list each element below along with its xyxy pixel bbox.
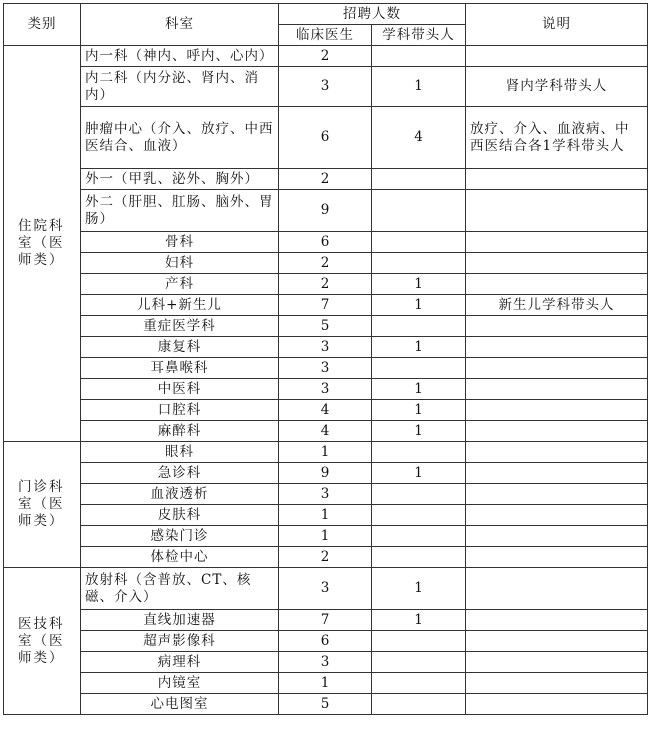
table-row xyxy=(4,190,648,232)
remarks-cell xyxy=(466,631,648,652)
remarks-cell xyxy=(466,46,648,67)
leader-count-cell xyxy=(372,526,466,547)
clinician-count-cell: 7 xyxy=(279,295,372,316)
clinician-count-cell: 3 xyxy=(279,568,372,610)
table-body xyxy=(4,46,648,715)
department-cell: 感染门诊 xyxy=(81,526,279,547)
remarks-cell xyxy=(466,484,648,505)
leader-count-cell xyxy=(372,484,466,505)
remarks-cell xyxy=(466,694,648,715)
leader-count-cell: 1 xyxy=(372,610,466,631)
leader-count-cell xyxy=(372,253,466,274)
clinician-count-cell: 2 xyxy=(279,547,372,568)
clinician-count-cell: 3 xyxy=(279,484,372,505)
clinician-count-cell: 3 xyxy=(279,67,372,107)
table-row xyxy=(4,463,648,484)
department-cell: 血液透析 xyxy=(81,484,279,505)
clinician-count-cell: 5 xyxy=(279,316,372,337)
leader-count-cell xyxy=(372,46,466,67)
leader-count-cell: 1 xyxy=(372,568,466,610)
recruitment-table xyxy=(3,3,648,715)
remarks-cell xyxy=(466,652,648,673)
table-row xyxy=(4,694,648,715)
leader-count-cell: 1 xyxy=(372,400,466,421)
category-cell: 门诊科室（医师类） xyxy=(4,442,81,568)
table-row xyxy=(4,253,648,274)
leader-count-cell xyxy=(372,442,466,463)
clinician-count-cell: 1 xyxy=(279,505,372,526)
remarks-cell xyxy=(466,337,648,358)
department-cell: 中医科 xyxy=(81,379,279,400)
remarks-cell: 肾内学科带头人 xyxy=(466,67,648,107)
leader-count-cell xyxy=(372,694,466,715)
clinician-count-cell: 9 xyxy=(279,190,372,232)
department-cell: 内一科（神内、呼内、心内） xyxy=(81,46,279,67)
table-row xyxy=(4,631,648,652)
table-row xyxy=(4,610,648,631)
leader-count-cell xyxy=(372,190,466,232)
remarks-cell xyxy=(466,526,648,547)
remarks-cell xyxy=(466,274,648,295)
clinician-count-cell: 1 xyxy=(279,526,372,547)
department-cell: 外一（甲乳、泌外、胸外） xyxy=(81,169,279,190)
table-row xyxy=(4,505,648,526)
table-row xyxy=(4,169,648,190)
table-row xyxy=(4,442,648,463)
department-cell: 急诊科 xyxy=(81,463,279,484)
clinician-count-cell: 2 xyxy=(279,274,372,295)
department-cell: 内镜室 xyxy=(81,673,279,694)
department-cell: 体检中心 xyxy=(81,547,279,568)
department-cell: 肿瘤中心（介入、放疗、中西医结合、血液） xyxy=(81,107,279,169)
remarks-cell xyxy=(466,253,648,274)
remarks-cell xyxy=(466,547,648,568)
department-cell: 口腔科 xyxy=(81,400,279,421)
table-row xyxy=(4,526,648,547)
clinician-count-cell: 4 xyxy=(279,421,372,442)
clinician-count-cell: 2 xyxy=(279,169,372,190)
remarks-cell xyxy=(466,442,648,463)
remarks-cell xyxy=(466,463,648,484)
table-row xyxy=(4,337,648,358)
department-cell: 麻醉科 xyxy=(81,421,279,442)
clinician-count-cell: 2 xyxy=(279,253,372,274)
remarks-cell xyxy=(466,400,648,421)
remarks-cell xyxy=(466,316,648,337)
table-row xyxy=(4,652,648,673)
clinician-count-cell: 5 xyxy=(279,694,372,715)
leader-count-cell xyxy=(372,316,466,337)
clinician-count-cell: 2 xyxy=(279,46,372,67)
clinician-count-cell: 6 xyxy=(279,107,372,169)
table-row xyxy=(4,673,648,694)
leader-count-cell: 1 xyxy=(372,295,466,316)
leader-count-cell: 1 xyxy=(372,463,466,484)
table-row xyxy=(4,46,648,67)
leader-count-cell xyxy=(372,652,466,673)
department-cell: 超声影像科 xyxy=(81,631,279,652)
header-remarks: 说明 xyxy=(466,4,648,46)
remarks-cell xyxy=(466,505,648,526)
leader-count-cell: 1 xyxy=(372,274,466,295)
table-row xyxy=(4,274,648,295)
department-cell: 外二（肝胆、肛肠、脑外、胃肠） xyxy=(81,190,279,232)
department-cell: 康复科 xyxy=(81,337,279,358)
clinician-count-cell: 6 xyxy=(279,631,372,652)
header-clinician: 临床医生 xyxy=(279,25,372,46)
clinician-count-cell: 3 xyxy=(279,379,372,400)
department-cell: 心电图室 xyxy=(81,694,279,715)
table-row xyxy=(4,568,648,610)
table-row xyxy=(4,547,648,568)
remarks-cell xyxy=(466,568,648,610)
department-cell: 耳鼻喉科 xyxy=(81,358,279,379)
department-cell: 直线加速器 xyxy=(81,610,279,631)
clinician-count-cell: 1 xyxy=(279,673,372,694)
table-row xyxy=(4,107,648,169)
clinician-count-cell: 3 xyxy=(279,358,372,379)
remarks-cell xyxy=(466,190,648,232)
table-row xyxy=(4,232,648,253)
table-row xyxy=(4,316,648,337)
department-cell: 皮肤科 xyxy=(81,505,279,526)
table-row xyxy=(4,358,648,379)
header-recruit-count: 招聘人数 xyxy=(279,4,466,25)
remarks-cell xyxy=(466,421,648,442)
leader-count-cell xyxy=(372,169,466,190)
remarks-cell xyxy=(466,358,648,379)
clinician-count-cell: 9 xyxy=(279,463,372,484)
leader-count-cell xyxy=(372,673,466,694)
department-cell: 病理科 xyxy=(81,652,279,673)
table-row xyxy=(4,484,648,505)
clinician-count-cell: 7 xyxy=(279,610,372,631)
leader-count-cell: 1 xyxy=(372,379,466,400)
leader-count-cell xyxy=(372,358,466,379)
remarks-cell xyxy=(466,232,648,253)
remarks-cell xyxy=(466,610,648,631)
department-cell: 妇科 xyxy=(81,253,279,274)
category-cell: 住院科室（医师类） xyxy=(4,46,81,442)
leader-count-cell: 1 xyxy=(372,421,466,442)
leader-count-cell xyxy=(372,232,466,253)
remarks-cell: 新生儿学科带头人 xyxy=(466,295,648,316)
leader-count-cell: 1 xyxy=(372,337,466,358)
remarks-cell: 放疗、介入、血液病、中西医结合各1学科带头人 xyxy=(466,107,648,169)
department-cell: 放射科（含普放、CT、核磁、介入） xyxy=(81,568,279,610)
department-cell: 儿科+新生儿 xyxy=(81,295,279,316)
department-cell: 重症医学科 xyxy=(81,316,279,337)
remarks-cell xyxy=(466,673,648,694)
department-cell: 产科 xyxy=(81,274,279,295)
clinician-count-cell: 3 xyxy=(279,652,372,673)
department-cell: 骨科 xyxy=(81,232,279,253)
table-row xyxy=(4,379,648,400)
leader-count-cell xyxy=(372,505,466,526)
table-row xyxy=(4,400,648,421)
department-cell: 内二科（内分泌、肾内、消内） xyxy=(81,67,279,107)
remarks-cell xyxy=(466,379,648,400)
leader-count-cell xyxy=(372,547,466,568)
table-row xyxy=(4,421,648,442)
remarks-cell xyxy=(466,169,648,190)
clinician-count-cell: 3 xyxy=(279,337,372,358)
leader-count-cell: 1 xyxy=(372,67,466,107)
leader-count-cell xyxy=(372,631,466,652)
header-category: 类别 xyxy=(4,4,81,46)
header-discipline-leader: 学科带头人 xyxy=(372,25,466,46)
clinician-count-cell: 4 xyxy=(279,400,372,421)
table-row xyxy=(4,67,648,107)
table-row xyxy=(4,295,648,316)
clinician-count-cell: 6 xyxy=(279,232,372,253)
header-department: 科室 xyxy=(81,4,279,46)
leader-count-cell: 4 xyxy=(372,107,466,169)
clinician-count-cell: 1 xyxy=(279,442,372,463)
department-cell: 眼科 xyxy=(81,442,279,463)
category-cell: 医技科室（医师类） xyxy=(4,568,81,715)
